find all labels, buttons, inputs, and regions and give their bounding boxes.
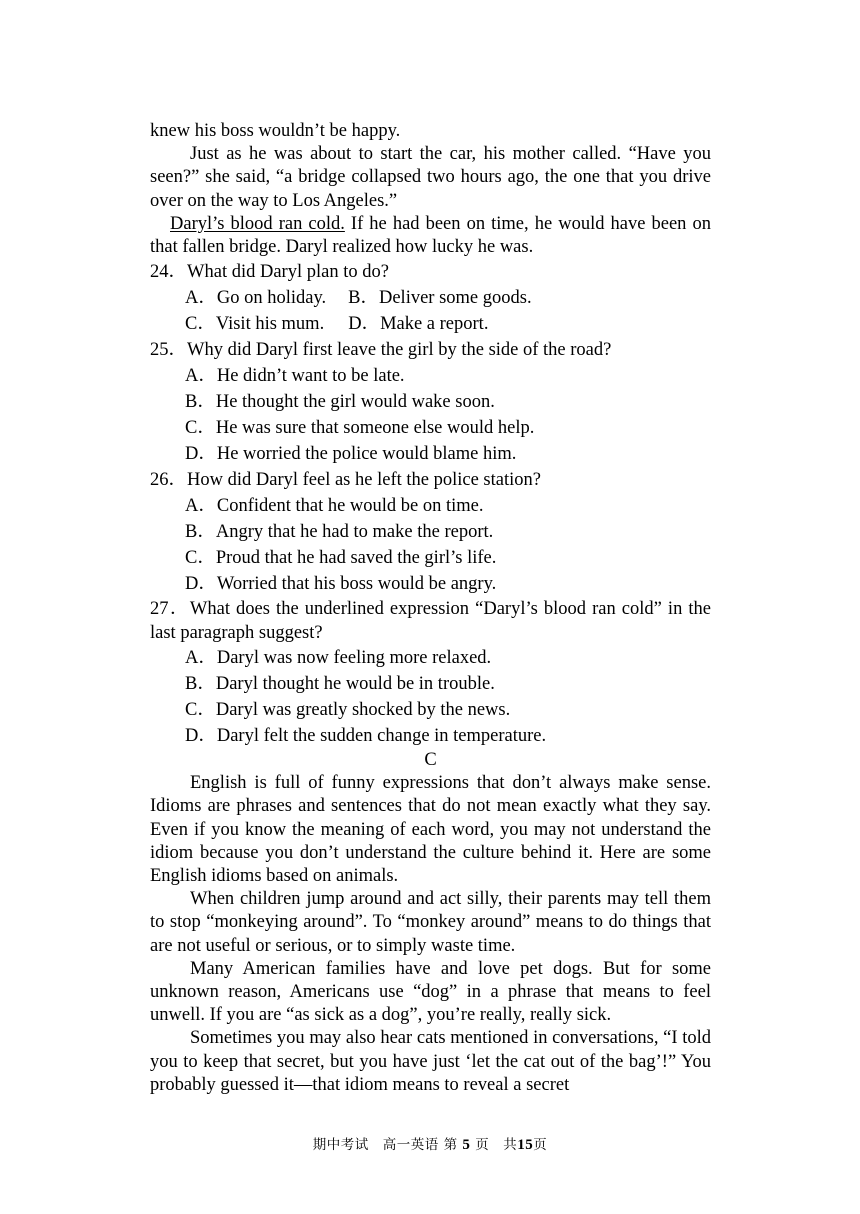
question-stem — [150, 597, 711, 645]
footer-subject: 高一英语 — [382, 1137, 439, 1153]
option-c[interactable]: C．Proud that he had saved the girl’s life. — [185, 548, 497, 569]
page-footer — [0, 1133, 860, 1154]
question-stem — [150, 259, 711, 285]
footer-page-number: 5 — [462, 1137, 471, 1153]
question-text: Why did Daryl first leave the girl by the side of the road? — [187, 340, 612, 361]
option-c[interactable]: C．Visit his mum. — [185, 314, 325, 335]
page-content — [150, 120, 711, 1097]
question-number: 26． — [150, 470, 188, 491]
passage-b-paragraph-3 — [150, 213, 711, 259]
option-d[interactable]: D．Worried that his boss would be angry. — [185, 574, 497, 595]
option-c[interactable]: C．Daryl was greatly shocked by the news. — [185, 700, 511, 721]
option-d[interactable]: D．He worried the police would blame him. — [185, 444, 517, 465]
options-row-2 — [185, 311, 711, 337]
question-number: 25． — [150, 340, 188, 361]
question-stem — [150, 467, 711, 493]
option-b[interactable]: B．Angry that he had to make the report. — [185, 522, 494, 543]
footer-page-suffix: 页 — [475, 1137, 490, 1153]
section-heading-c: C — [424, 750, 437, 771]
question-27 — [150, 597, 711, 749]
question-text: How did Daryl feel as he left the police station? — [187, 470, 541, 491]
option-a[interactable]: A．He didn’t want to be late. — [185, 366, 405, 387]
footer-total-suffix: 页 — [533, 1137, 548, 1153]
question-text: What does the underlined expression “Daryl’s blood ran cold” in the last paragraph suggest? — [150, 599, 711, 644]
passage-b-paragraph-2: Just as he was about to start the car, his mother called. “Have you seen?” she said, “a bridge collapsed two hours ago, the one that you drive over on the way to Los Angeles.” — [150, 144, 711, 211]
option-b[interactable]: B．Daryl thought he would be in trouble. — [185, 674, 495, 695]
passage-c-paragraph-3: Many American families have and love pet dogs. But for some unknown reason, Americans use “dog” in a phrase that means to feel unwell. If you are “as sick as a dog”, you’re really, really sick. — [150, 958, 711, 1026]
question-25 — [150, 337, 711, 467]
option-b[interactable]: B．He thought the girl would wake soon. — [185, 392, 495, 413]
passage-b-paragraph-1: knew his boss wouldn’t be happy. — [150, 121, 401, 141]
footer-total-pages: 15 — [517, 1137, 534, 1153]
question-stem — [150, 337, 711, 363]
footer-total-prefix: 共 — [503, 1137, 518, 1153]
question-26 — [150, 467, 711, 597]
options-row-1 — [185, 285, 711, 311]
option-c[interactable]: C．He was sure that someone else would help. — [185, 418, 535, 439]
option-d[interactable]: D．Daryl felt the sudden change in temperature. — [185, 726, 547, 747]
option-d[interactable]: D．Make a report. — [348, 314, 489, 335]
footer-page-prefix: 第 — [443, 1137, 458, 1153]
footer-exam: 期中考试 — [312, 1137, 369, 1153]
passage-c-paragraph-4: Sometimes you may also hear cats mentioned in conversations, “I told you to keep that secret, but you have just ‘let the cat out of the bag’!” You probably guessed it—that idiom means to reveal a secret — [150, 1028, 711, 1095]
paragraph-3-rest: If he had been on time, he would have been on that fallen bridge. Daryl realized how lucky he was. — [150, 213, 711, 258]
option-a[interactable]: A．Confident that he would be on time. — [185, 496, 484, 517]
question-number: 24． — [150, 262, 188, 283]
question-text: What did Daryl plan to do? — [187, 262, 389, 283]
option-a[interactable]: A．Daryl was now feeling more relaxed. — [185, 648, 492, 669]
option-a[interactable]: A．Go on holiday. — [185, 288, 327, 309]
passage-c-paragraph-1: English is full of funny expressions that don’t always make sense. Idioms are phrases and sentences that do not mean exactly what they say. Even if you know the meaning of each word, you may not understand the idiom because you don’t understand the culture behind it. Here are some English idioms based on animals. — [150, 773, 711, 887]
question-number: 27． — [150, 599, 190, 620]
underlined-expression: Daryl’s blood ran cold. — [170, 213, 345, 234]
passage-c-paragraph-2: When children jump around and act silly, their parents may tell them to stop “monkeying around”. To “monkey around” means to do things that are not useful or serious, or to simply waste time. — [150, 889, 711, 956]
option-b[interactable]: B．Deliver some goods. — [348, 288, 532, 309]
question-24 — [150, 259, 711, 337]
